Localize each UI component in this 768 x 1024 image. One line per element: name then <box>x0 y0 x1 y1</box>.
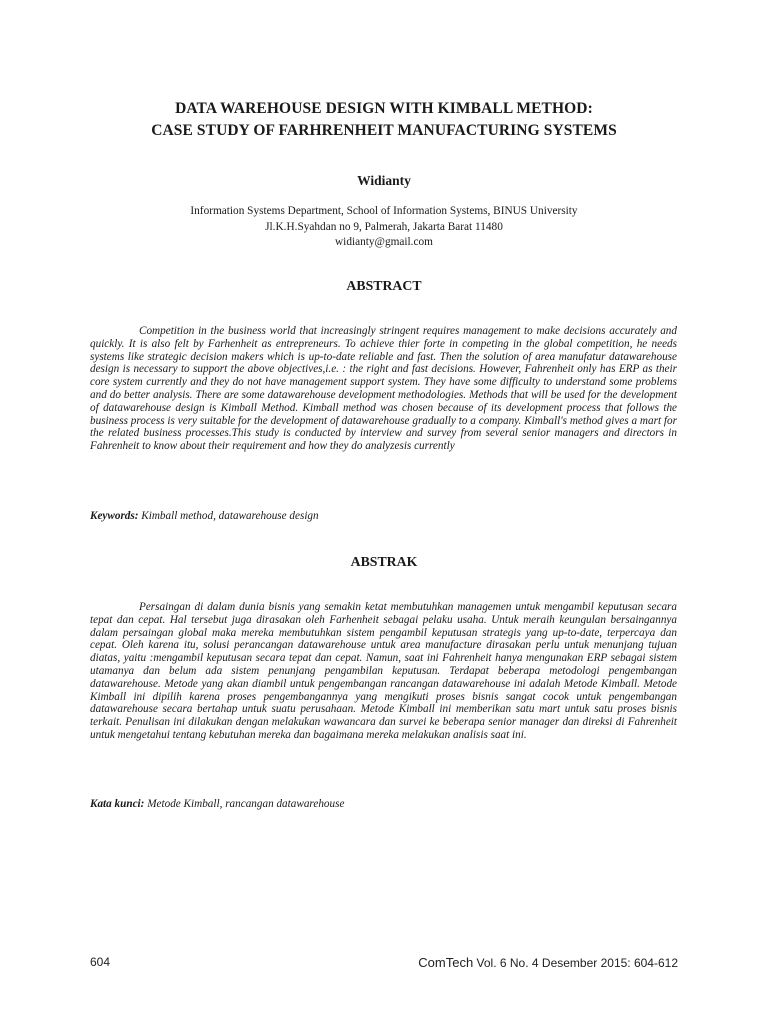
title-line-1: DATA WAREHOUSE DESIGN WITH KIMBALL METHOD: <box>175 100 593 117</box>
author-email: widianty@gmail.com <box>335 236 433 248</box>
keywords <box>90 510 677 522</box>
author-name: Widianty <box>357 173 411 188</box>
keywords-label: Keywords: <box>90 510 139 522</box>
abstrak-paragraph: Persaingan di dalam dunia bisnis yang semakin ketat membutuhkan managemen untuk mengambil keputusan secara tepat dan cepat. Hal tersebut juga dirasakan oleh Farhenheit sebagai pelaku usaha. Untuk meraih keungulan bersaingannya dalam persaingan global maka mereka membutuhkan sistem pengambil keputusan strategis yang up-to-date, terpercaya dan cepat. Oleh karena itu, solusi perancangan datawarehouse untuk area manufacture dirasakan perlu untuk menunjang tujuan diatas, yaitu :mengambil keputusan secara tepat dan cepat. Namun, saat ini Fahrenheit hanya mengunakan ERP sebagai sistem utamanya dan belum ada sistem penunjang pengambilan keputusan. Terdapat beberapa metodologi pengembangan datawarehouse. Metode yang akan diambil untuk pengembangan rancangan datawarehouse ini adalah Metode Kimball. Metode Kimball ini dipilih karena proses pengembangannya yang mengikuti proses bisnis sangat cocok untuk pengembangan datawarehouse secara bertahap untuk suatu perusahaan. Metode Kimball ini memberikan satu mart untuk satu proses bisnis terkait. Penulisan ini dilakukan dengan melakukan wawancara dan survei ke beberapa senior manager dan direksi di Fahrenheit untuk mengetahui tentang kebutuhan mereka dan bagaimana mereka melakukan analisis saat ini. <box>90 601 677 741</box>
affiliation-address: Jl.K.H.Syahdan no 9, Palmerah, Jakarta Barat 11480 <box>265 220 503 233</box>
abstract-heading: ABSTRACT <box>346 278 422 293</box>
journal-issue: Vol. 6 No. 4 Desember 2015: 604-612 <box>473 956 678 970</box>
title-line-2: CASE STUDY OF FARHRENHEIT MANUFACTURING SYSTEMS <box>151 122 617 139</box>
abstract-paragraph: Competition in the business world that increasingly stringent requires management to make decisions accurately and quickly. It is also felt by Farhenheit as entrepreneurs. To achieve thier forte in competing in the global competition, he needs systems like strategic decision makers which is up-to-date reliable and fast. Then the solution of area manufatur datawarehouse design is necessary to support the above objectives,i.e. : the right and fast decisions. However, Fahrenheit only has ERP as their core system currently and they do not have management support system. They have some difficulty to understand some problems and do better analysis. There are some datawarehouse development methodologies. Methods that will be used for the development of datawarehouse design is Kimball Method. Kimball method was chosen because of its development process that follows the business process is very suitable for the development of datawarehouse gradually to a company. Kimball's method gives a mart for the related business processes.This study is conducted by interview and survey from several senior managers and directors in Fahrenheit to know about their requirement and how they do analyzesis currently <box>90 325 677 453</box>
journal-citation <box>418 955 678 970</box>
paper-title <box>80 98 688 142</box>
kata-kunci-label: Kata kunci: <box>90 798 145 810</box>
keywords-value: Kimball method, datawarehouse design <box>138 510 319 522</box>
abstrak-heading: ABSTRAK <box>350 554 418 569</box>
page-number: 604 <box>90 955 111 969</box>
author-affiliation <box>80 204 688 251</box>
kata-kunci <box>90 798 677 810</box>
affiliation-department: Information Systems Department, School of Information Systems, BINUS University <box>190 205 578 217</box>
journal-name: ComTech <box>418 955 474 970</box>
kata-kunci-value: Metode Kimball, rancangan datawarehouse <box>144 798 345 810</box>
